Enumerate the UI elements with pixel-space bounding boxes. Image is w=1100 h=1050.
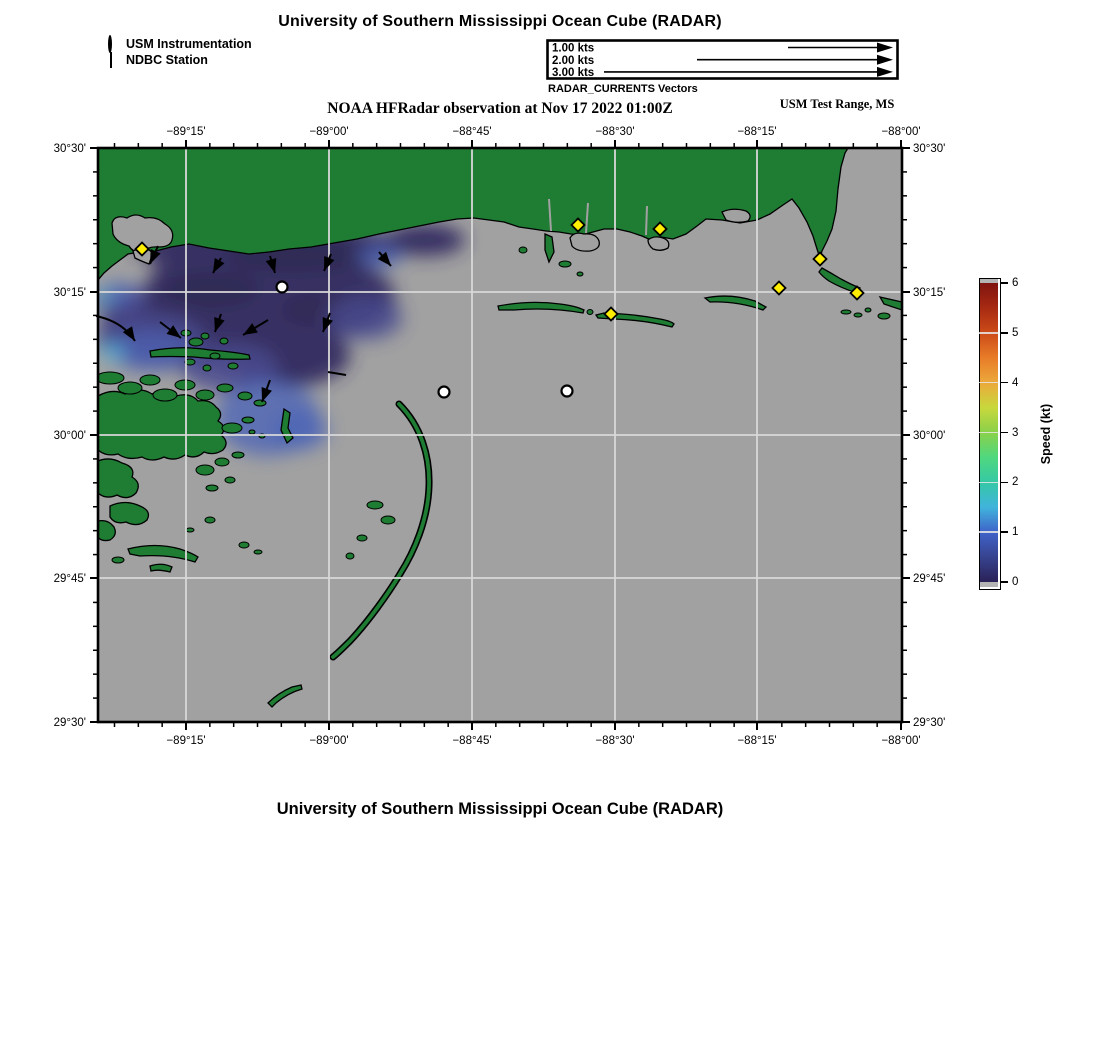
lat-label: 30°30'	[53, 143, 86, 155]
region-label: USM Test Range, MS	[779, 97, 895, 111]
islet	[196, 465, 214, 475]
usm-station-marker	[562, 386, 573, 397]
lat-label: 29°45'	[53, 573, 86, 585]
lat-label: 30°15'	[913, 287, 946, 299]
legend-row-usm	[108, 36, 252, 52]
islet	[239, 542, 249, 548]
islet	[175, 380, 195, 390]
colorbar-outline	[979, 278, 1001, 590]
colorbar-tick-label: 3	[1012, 426, 1019, 439]
lon-label: −89°00'	[309, 126, 349, 138]
speed-field-patch	[160, 272, 260, 308]
vector-scale-label: 2.00 kts	[552, 54, 595, 67]
lat-label: 29°30'	[913, 717, 946, 729]
colorbar-unit-line	[979, 332, 998, 334]
lon-label: −88°30'	[595, 735, 635, 747]
islet	[112, 557, 124, 563]
bay	[570, 233, 599, 251]
islet	[249, 430, 255, 434]
colorbar-tick	[1001, 482, 1008, 484]
marsh	[150, 564, 172, 572]
islet	[203, 365, 211, 371]
colorbar-tick-label: 5	[1012, 326, 1019, 339]
legend-usm-label: USM Instrumentation	[126, 37, 252, 51]
islet	[238, 392, 252, 400]
lon-label: −88°30'	[595, 126, 635, 138]
islet	[854, 313, 862, 317]
colorbar-tick	[1001, 382, 1008, 384]
footer-title: University of Southern Mississippi Ocean Cube (RADAR)	[276, 800, 724, 818]
legend-ndbc-label: NDBC Station	[126, 53, 208, 67]
usm-station-marker	[277, 282, 288, 293]
islet	[357, 535, 367, 541]
colorbar-unit-line	[979, 531, 998, 533]
islet	[153, 389, 177, 401]
lat-label: 30°15'	[53, 287, 86, 299]
river	[646, 206, 647, 235]
bay	[722, 209, 750, 222]
islet	[878, 313, 890, 319]
lon-label: −88°00'	[881, 126, 921, 138]
colorbar-tick	[1001, 581, 1008, 583]
lat-label: 30°00'	[53, 430, 86, 442]
islet	[186, 528, 194, 532]
lat-label: 29°45'	[913, 573, 946, 585]
vector-scale-label: 3.00 kts	[552, 67, 595, 80]
colorbar-tick	[1001, 282, 1008, 284]
islet	[205, 517, 215, 523]
lon-label: −88°15'	[737, 735, 777, 747]
colorbar-tick-label: 4	[1012, 376, 1019, 389]
lat-label: 30°30'	[913, 143, 946, 155]
usm-station-marker	[439, 387, 450, 398]
lon-label: −88°00'	[881, 735, 921, 747]
islet	[232, 452, 244, 458]
lat-label: 29°30'	[53, 717, 86, 729]
colorbar-tick	[1001, 432, 1008, 434]
islet	[220, 338, 228, 344]
islet	[559, 261, 571, 267]
islet	[381, 516, 395, 524]
colorbar-tick-label: 0	[1012, 576, 1019, 588]
colorbar-title: Speed (kt)	[1039, 403, 1053, 465]
islet	[346, 553, 354, 559]
colorbar-tick-label: 6	[1012, 277, 1019, 289]
speed-field-patch	[358, 245, 402, 267]
islet	[242, 417, 254, 423]
islet	[254, 400, 266, 406]
colorbar-tick-label: 2	[1012, 476, 1019, 489]
speed-field-patch	[99, 343, 125, 361]
islet	[210, 353, 220, 359]
colorbar-unit-line	[979, 382, 998, 384]
islet	[96, 372, 124, 384]
vector-scale-label: 1.00 kts	[552, 42, 595, 55]
islet	[587, 310, 593, 315]
islet	[217, 384, 233, 392]
observation-subtitle: NOAA HFRadar observation at Nov 17 2022 01:00Z	[327, 100, 673, 117]
islet	[519, 247, 527, 253]
page-title: University of Southern Mississippi Ocean Cube (RADAR)	[278, 13, 722, 30]
islet	[196, 390, 214, 400]
islet	[118, 382, 142, 394]
map-legend	[108, 36, 252, 68]
colorbar-tick	[1001, 332, 1008, 334]
islet	[215, 458, 229, 466]
vector-scale-caption: RADAR_CURRENTS Vectors	[548, 83, 698, 95]
islet	[254, 550, 262, 554]
islet	[201, 333, 209, 339]
colorbar-unit-line	[979, 432, 998, 434]
islet	[577, 272, 583, 276]
colorbar	[979, 277, 1019, 590]
lon-label: −88°45'	[452, 126, 492, 138]
colorbar-tick	[1001, 531, 1008, 533]
islet	[222, 423, 242, 433]
islet	[206, 485, 218, 491]
legend-row-ndbc	[108, 52, 252, 68]
islet	[865, 308, 871, 312]
lon-label: −89°15'	[166, 126, 206, 138]
ndbc-diamond-icon	[108, 53, 122, 67]
lat-label: 30°00'	[913, 430, 946, 442]
islet	[228, 363, 238, 369]
islet	[140, 375, 160, 385]
islet	[225, 477, 235, 483]
usm-circle-icon	[108, 37, 122, 51]
islet	[841, 310, 851, 314]
vector-scale-box	[546, 39, 899, 80]
islet	[189, 338, 203, 346]
colorbar-tick-label: 1	[1012, 526, 1019, 539]
speed-field-patch	[327, 296, 403, 340]
lon-label: −89°00'	[309, 735, 349, 747]
lon-label: −88°45'	[452, 735, 492, 747]
lon-label: −88°15'	[737, 126, 777, 138]
colorbar-unit-line	[979, 482, 998, 484]
lon-label: −89°15'	[166, 735, 206, 747]
islet	[367, 501, 383, 509]
